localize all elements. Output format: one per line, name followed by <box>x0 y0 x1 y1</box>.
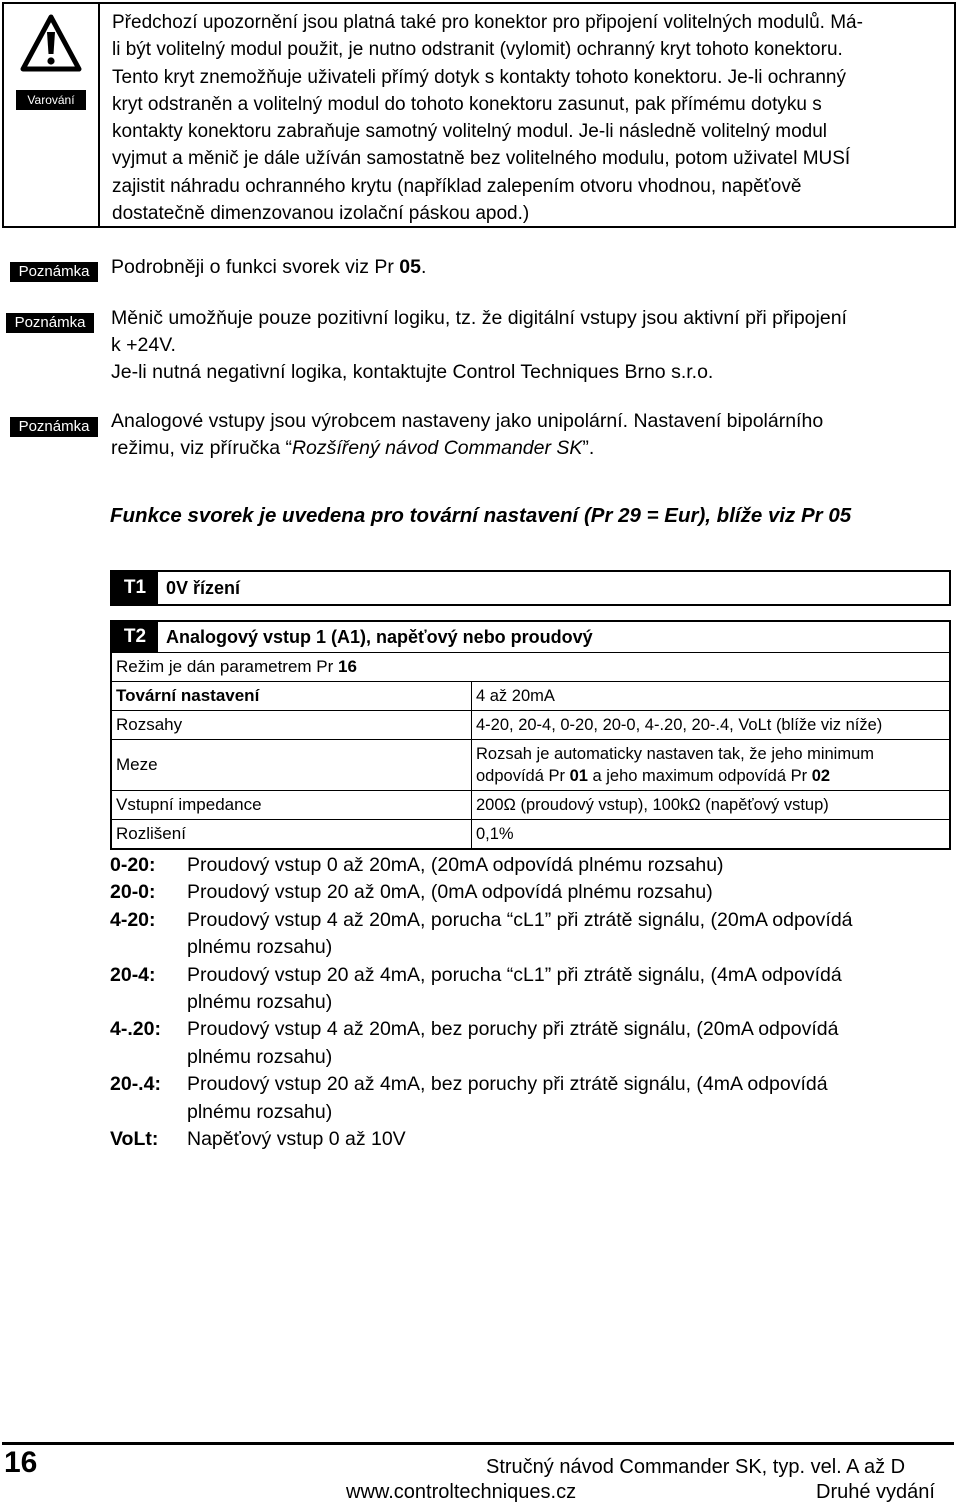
parameter-number: 02 <box>811 767 831 785</box>
warning-text <box>112 9 948 227</box>
terminal-badge: T2 <box>112 622 158 652</box>
mode-description <box>187 1071 950 1126</box>
note-text-segment: ”. <box>582 437 595 459</box>
warning-line: Tento kryt znemožňuje uživateli přímý dotyk s kontakty tohoto konektoru. Je-li ochranný <box>112 66 846 88</box>
mode-text: Režim je dán parametrem Pr <box>116 657 339 676</box>
input-mode-list <box>110 852 950 1153</box>
table-row <box>112 711 949 740</box>
description-line: Proudový vstup 0 až 20mA, (20mA odpovídá plnému rozsahu) <box>187 854 724 876</box>
list-item <box>110 879 950 906</box>
terminal-t2-table <box>110 620 951 850</box>
list-item <box>110 852 950 879</box>
row-value <box>472 740 949 790</box>
description-line: plnému rozsahu) <box>187 936 333 959</box>
mode-code: VoLt: <box>110 1128 159 1151</box>
warning-line: li být volitelný modul použit, je nutno odstranit (vylomit) ochranný kryt tohoto konektoru. <box>112 39 843 61</box>
warning-line: vyjmut a měnič je dále užíván samostatně bez volitelného modulu, potom uživatel MUSÍ <box>112 148 851 170</box>
value-line <box>476 765 830 787</box>
row-key: Rozsahy <box>112 711 472 739</box>
list-item <box>110 1071 950 1126</box>
warning-side-panel <box>4 4 100 226</box>
terminal-title: Analogový vstup 1 (A1), napěťový nebo proudový <box>166 626 593 647</box>
list-item <box>110 1016 950 1071</box>
note-line: Měnič umožňuje pouze pozitivní logiku, tz. že digitální vstupy jsou aktivní při připojení <box>111 307 847 329</box>
note-3-text <box>111 408 946 462</box>
table-row <box>112 791 949 820</box>
note-1-text <box>111 254 946 281</box>
row-value: 4 až 20mA <box>476 687 555 705</box>
note-line: Analogové vstupy jsou výrobcem nastaveny jako unipolární. Nastavení bipolárního <box>111 410 824 432</box>
mode-code: 4-.20: <box>110 1018 161 1041</box>
t2-mode-row <box>112 653 949 682</box>
note-badge: Poznámka <box>10 417 98 437</box>
mode-description <box>187 879 950 906</box>
terminal-badge: T1 <box>112 572 158 604</box>
mode-description <box>187 962 950 1017</box>
mode-code: 4-20: <box>110 908 156 931</box>
note-badge: Poznámka <box>6 313 94 333</box>
value-segment: odpovídá Pr <box>476 767 570 785</box>
mode-code: 20-4: <box>110 963 156 986</box>
page-number: 16 <box>4 1446 38 1479</box>
table-row <box>112 682 949 711</box>
terminal-t1 <box>110 570 951 606</box>
warning-line: Předchozí upozornění jsou platná také pro konektor pro připojení volitelných modulů. Má- <box>112 12 863 33</box>
mode-code: 20-0: <box>110 881 156 904</box>
note-2-text <box>111 305 946 386</box>
table-row <box>112 820 949 848</box>
row-key: Tovární nastavení <box>112 682 472 710</box>
terminal-title: 0V řízení <box>166 577 241 598</box>
footer-title-text: Stručný návod Commander SK, typ. vel. A až D <box>486 1456 906 1478</box>
row-key: Meze <box>112 740 472 790</box>
mode-description <box>187 907 950 962</box>
warning-line: kontakty konektoru zabraňuje samotný volitelný modul. Je-li následně volitelný modul <box>112 121 827 143</box>
mode-description <box>187 1126 950 1153</box>
description-line: plnému rozsahu) <box>187 991 333 1014</box>
description-line: Proudový vstup 4 až 20mA, porucha “cL1” při ztrátě signálu, (20mA odpovídá <box>187 908 853 931</box>
table-row <box>112 740 949 791</box>
description-line: Proudový vstup 4 až 20mA, bez poruchy při ztrátě signálu, (20mA odpovídá <box>187 1018 839 1041</box>
footer-rule <box>2 1442 954 1445</box>
note-line: Je-li nutná negativní logika, kontaktujte Control Techniques Brno s.r.o. <box>111 361 714 383</box>
description-line: Proudový vstup 20 až 0mA, (0mA odpovídá plnému rozsahu) <box>187 881 713 904</box>
description-line: plnému rozsahu) <box>187 1100 333 1123</box>
warning-line: zajistit náhradu ochranného krytu (například zalepením otvoru vhodnou, napěťově <box>112 175 802 197</box>
mode-code: 0-20: <box>110 854 156 876</box>
list-item <box>110 1126 950 1153</box>
list-item <box>110 907 950 962</box>
note-badge: Poznámka <box>10 262 98 282</box>
parameter-number: 16 <box>338 657 357 676</box>
note-line: k +24V. <box>111 334 176 356</box>
footer-website: www.controltechniques.cz <box>346 1481 577 1503</box>
mode-description <box>187 1016 950 1071</box>
note-text-segment: Podrobněji o funkci svorek viz Pr <box>111 256 400 278</box>
row-value: 4-20, 20-4, 0-20, 20-0, 4-.20, 20-.4, VoLt (blíže viz níže) <box>476 716 883 734</box>
mode-code: 20-.4: <box>110 1073 161 1096</box>
note-text-segment: režimu, viz příručka “ <box>111 437 292 459</box>
t2-header <box>112 622 949 653</box>
description-line: Proudový vstup 20 až 4mA, porucha “cL1” při ztrátě signálu, (4mA odpovídá <box>187 963 842 986</box>
warning-box <box>2 2 956 228</box>
mode-description <box>187 852 950 879</box>
manual-title: Rozšířený návod Commander SK <box>291 437 583 459</box>
section-heading: Funkce svorek je uvedena pro tovární nastavení (Pr 29 = Eur), blíže viz Pr 05 <box>110 504 852 527</box>
row-key: Rozlišení <box>112 820 472 848</box>
warning-line: dostatečně dimenzovanou izolační páskou apod.) <box>112 203 530 225</box>
warning-triangle-icon <box>20 14 82 72</box>
note-text-segment: . <box>421 256 427 278</box>
row-value: 200Ω (proudový vstup), 100kΩ (napěťový vstup) <box>476 796 829 814</box>
parameter-number: 05 <box>399 256 421 278</box>
description-line: plnému rozsahu) <box>187 1045 333 1068</box>
parameter-number: 01 <box>569 767 588 785</box>
value-line: Rozsah je automaticky nastaven tak, že jeho minimum <box>476 745 875 763</box>
row-value: 0,1% <box>476 825 514 843</box>
value-segment: a jeho maximum odpovídá Pr <box>587 767 812 785</box>
description-line: Napěťový vstup 0 až 10V <box>187 1128 406 1151</box>
footer-edition: Druhé vydání <box>816 1481 935 1503</box>
list-item <box>110 962 950 1017</box>
description-line: Proudový vstup 20 až 4mA, bez poruchy při ztrátě signálu, (4mA odpovídá <box>187 1073 828 1096</box>
row-key: Vstupní impedance <box>112 791 472 819</box>
warning-label: Varování <box>16 90 86 110</box>
warning-line: kryt odstraněn a volitelný modul do tohoto konektoru zasunut, pak přímému dotyku s <box>112 93 822 115</box>
